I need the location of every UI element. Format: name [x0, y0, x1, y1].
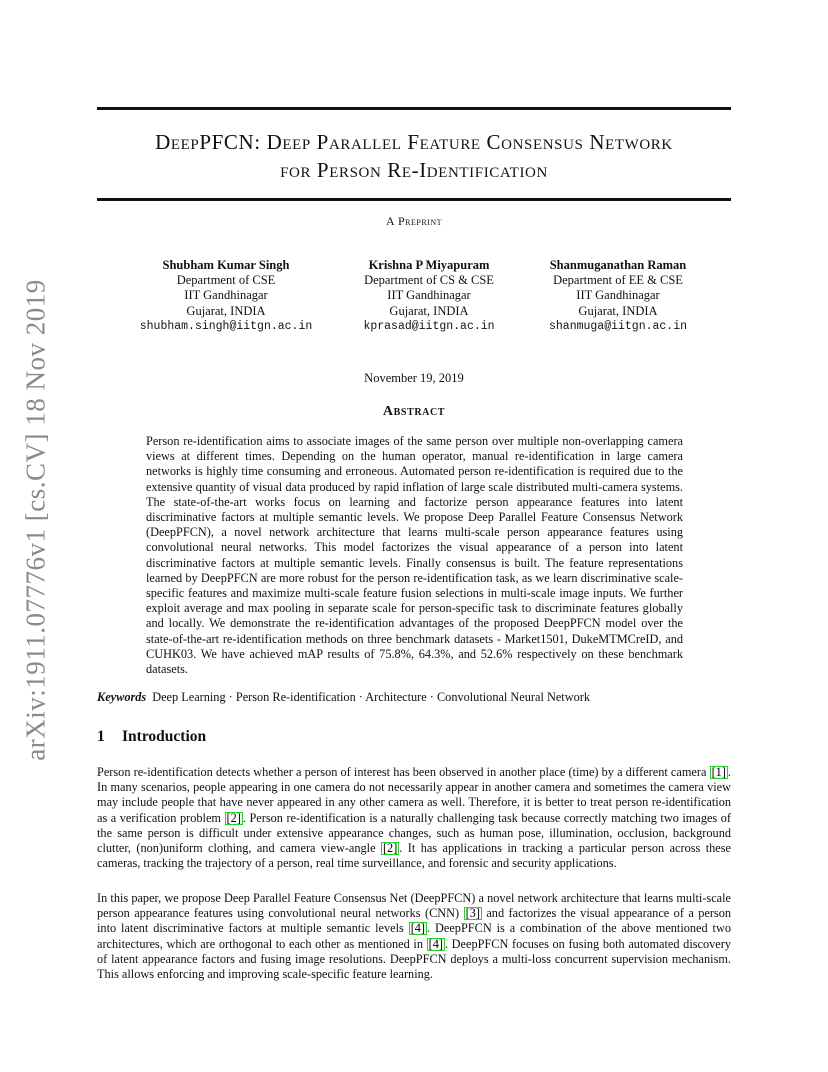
- author-department: Department of CSE: [176, 273, 276, 288]
- title-rule-top: [97, 107, 731, 110]
- citation-link[interactable]: [4]: [428, 936, 443, 951]
- section-number: 1: [97, 728, 105, 745]
- keywords-label: Keywords: [97, 690, 147, 704]
- author-block-1: [126, 258, 326, 334]
- text-run: . It has applications in tracking a particular person across these cameras, tracking the trajectory of a person, real time surveillance, and forensic and security applications.: [97, 841, 731, 871]
- author-location: Gujarat, INDIA: [389, 303, 469, 318]
- author-email: shanmuga@iitgn.ac.in: [548, 319, 688, 333]
- author-block-3: [518, 258, 718, 334]
- keywords-text: Deep Learning · Person Re-identification · Architecture · Convolutional Neural Network: [152, 690, 590, 704]
- abstract-heading: Abstract: [382, 404, 446, 419]
- keywords: [97, 690, 731, 705]
- author-name: Shanmuganathan Raman: [549, 258, 687, 272]
- author-institution: IIT Gandhinagar: [184, 288, 268, 303]
- text-run: . DeepPFCN focuses on fusing both automated discovery of latent appearance factors and fusing image resolutions. DeepPFCN deploys a multi-loss concurrent supervision mechanism. This allows enforcing and improving scale-specific feature learning.: [97, 936, 731, 982]
- author-location: Gujarat, INDIA: [578, 303, 658, 318]
- author-department: Department of CS & CSE: [364, 273, 494, 288]
- author-email: shubham.singh@iitgn.ac.in: [139, 319, 313, 333]
- arxiv-stamp-text: arXiv:1911.07776v1 [cs.CV] 18 Nov 2019: [20, 279, 51, 761]
- author-block-2: [329, 258, 529, 334]
- text-run: In this paper, we propose Deep Parallel Feature Consensus Net (DeepPFCN) a novel network architecture that learns multi-scale person appearance features using convolutional neural networks (CNN): [97, 891, 731, 921]
- citation-link[interactable]: [2]: [226, 810, 241, 825]
- author-institution: IIT Gandhinagar: [387, 288, 471, 303]
- citation-link[interactable]: [3]: [465, 906, 480, 921]
- intro-paragraph-2: [97, 891, 731, 982]
- author-location: Gujarat, INDIA: [186, 303, 266, 318]
- text-run: and factorizes the visual appearance of a person into latent discriminative factors at multiple semantic levels: [97, 906, 731, 936]
- intro-paragraph-1: [97, 765, 731, 871]
- text-run: . In many scenarios, people appearing in one camera do not necessarily appear in another camera and sometimes the camera view may include people that have never appeared in any other camera as well. Therefore, it is better to treat person re-identification as a verification problem: [97, 765, 731, 825]
- title-line-2: for Person Re-Identification: [280, 158, 548, 182]
- text-run: . DeepPFCN is a combination of the above mentioned two architectures, which are orthogonal to each other as mentioned in: [97, 921, 732, 951]
- title-line-1: DeepPFCN: Deep Parallel Feature Consensus Network: [155, 130, 673, 154]
- author-name: Shubham Kumar Singh: [162, 258, 290, 272]
- author-email: kprasad@iitgn.ac.in: [363, 319, 495, 333]
- paper-date: November 19, 2019: [364, 371, 464, 385]
- section-heading-introduction: [97, 728, 206, 746]
- title-rule-bottom: [97, 198, 731, 201]
- abstract-text: Person re-identification aims to associate images of the same person over multiple non-overlapping camera views at different times. Depending on the human operator, manual re-identification in large camera networks is highly time consuming and erroneous. Automated person re-identification is required due to the extensive quantity of visual data produced by rapid inflation of large scale distributed multi-camera systems. The state-of-the-art works focus on learning and factorize person appearance features into latent discriminative factors at multiple semantic levels. We propose Deep Parallel Feature Consensus Network (DeepPFCN), a novel network architecture that learns multi-scale person appearance features using convolutional neural networks. This model factorizes the visual appearance of a person into latent discriminative factors at multiple semantic levels. Finally consensus is built. The feature representations learned by DeepPFCN are more robust for the person re-identification task, as we learn discriminative scale-specific features and maximize multi-scale feature fusion selections in multi-scale image inputs. We further exploit average and max pooling in separate scale for person-specific task to discriminate features globally and locally. We demonstrate the re-identification advantages of the proposed DeepPFCN model over the state-of-the-art re-identification methods on three benchmark datasets - Market1501, DukeMTMCreID, and CUHK03. We have achieved mAP results of 75.8%, 64.3%, and 52.6% respectively on these benchmark datasets.: [146, 434, 683, 677]
- paper-title: [97, 128, 731, 184]
- author-institution: IIT Gandhinagar: [576, 288, 660, 303]
- section-title: Introduction: [122, 728, 207, 745]
- author-name: Krishna P Miyapuram: [368, 258, 490, 272]
- text-run: . Person re-identification is a naturally challenging task because correctly matching two images of the same person is difficult under extensive appearance changes, such as human pose, illumination, occlusion, background clutter, (non)uniform clothing, and camera view-angle: [97, 810, 731, 856]
- text-run: Person re-identification detects whether a person of interest has been observed in another place (time) by a different camera: [97, 765, 710, 779]
- preprint-label: A Preprint: [385, 214, 442, 228]
- citation-link[interactable]: [1]: [711, 765, 726, 779]
- citation-link[interactable]: [2]: [382, 841, 398, 856]
- arxiv-stamp: [17, 280, 55, 760]
- citation-link[interactable]: [4]: [410, 921, 426, 936]
- author-department: Department of EE & CSE: [553, 273, 683, 288]
